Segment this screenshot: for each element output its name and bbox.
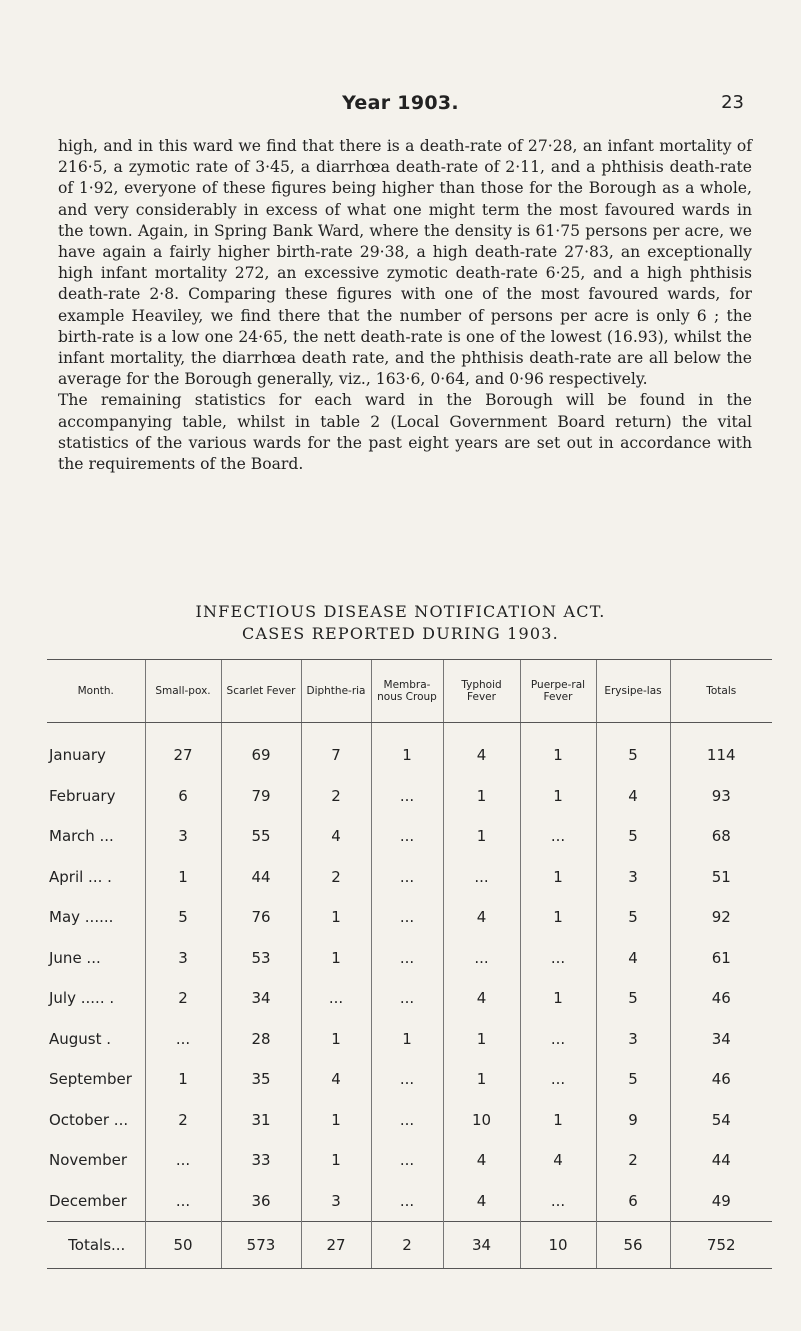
table-cell: 93	[670, 776, 772, 817]
table-cell: June ...	[49, 948, 101, 967]
table-cell: 1	[443, 816, 520, 857]
table-cell: 4	[443, 723, 520, 776]
table-cell: 1	[301, 897, 371, 938]
table-cell: 1	[520, 1100, 596, 1141]
table-cell: 1	[520, 978, 596, 1019]
table-cell: 7	[301, 723, 371, 776]
table-cell: 46	[670, 1059, 772, 1100]
table-cell: February	[49, 786, 116, 805]
table-cell: 573	[221, 1222, 301, 1269]
table-cell: 31	[221, 1100, 301, 1141]
table-cell: ...	[520, 816, 596, 857]
table-cell: ...	[371, 1059, 443, 1100]
table-cell: 2	[145, 978, 221, 1019]
paragraph: The remaining statistics for each ward in the Borough will be found in the accompanying table, whilst in table 2 (Local Government Board return) the vital statistics of the various wards for the past eight years are set out in accordance with the requirements of the Board.	[58, 391, 752, 474]
table-cell: ...	[443, 857, 520, 898]
table-cell: ...	[520, 938, 596, 979]
table-cell: April ... .	[49, 867, 112, 886]
table-row	[47, 1100, 772, 1141]
totals-row	[47, 1222, 772, 1269]
table-cell: 36	[221, 1181, 301, 1222]
table-cell: 1	[443, 1059, 520, 1100]
section-subheading: CASES REPORTED DURING 1903.	[242, 624, 559, 643]
table-cell: 4	[443, 1140, 520, 1181]
table-cell: 92	[670, 897, 772, 938]
table-cell: 34	[443, 1222, 520, 1269]
table-cell: 27	[301, 1222, 371, 1269]
table-cell: 4	[596, 776, 670, 817]
table-cell: 1	[520, 776, 596, 817]
table-cell: September	[49, 1070, 132, 1089]
column-header: Membra-nous Croup	[371, 660, 443, 723]
table-cell: 35	[221, 1059, 301, 1100]
table-cell: ...	[520, 1019, 596, 1060]
table-cell: 6	[145, 776, 221, 817]
table-cell: 1	[443, 776, 520, 817]
table-cell: 50	[145, 1222, 221, 1269]
table-cell: 114	[670, 723, 772, 776]
table-cell: 1	[145, 857, 221, 898]
table-row	[47, 897, 772, 938]
page-number: 23	[721, 92, 744, 113]
table-cell: July ..... .	[49, 989, 115, 1008]
table-cell: 44	[670, 1140, 772, 1181]
table-cell: 79	[221, 776, 301, 817]
table-row	[47, 978, 772, 1019]
table-cell: 61	[670, 938, 772, 979]
table-row	[47, 776, 772, 817]
table-cell: ...	[301, 978, 371, 1019]
column-header: Scarlet Fever	[221, 660, 301, 723]
table-cell: 27	[145, 723, 221, 776]
table-cell: ...	[371, 816, 443, 857]
table-cell: 33	[221, 1140, 301, 1181]
table-cell: ...	[145, 1140, 221, 1181]
body-text	[58, 136, 752, 475]
table-cell: January	[49, 746, 106, 765]
table-cell: 1	[301, 1019, 371, 1060]
table-row	[47, 816, 772, 857]
table-cell: November	[49, 1151, 128, 1170]
table-cell: 4	[301, 816, 371, 857]
table-cell: 5	[596, 978, 670, 1019]
table-cell: ...	[520, 1059, 596, 1100]
table-cell: 4	[596, 938, 670, 979]
table-cell: 5	[596, 723, 670, 776]
table-cell: 44	[221, 857, 301, 898]
table-cell: 1	[520, 897, 596, 938]
table-cell: 1	[301, 1100, 371, 1141]
table-cell: 69	[221, 723, 301, 776]
table-cell: 1	[371, 723, 443, 776]
table-row	[47, 723, 772, 776]
page-title: Year 1903.	[342, 92, 459, 114]
table-cell: ...	[371, 776, 443, 817]
table-cell: 34	[221, 978, 301, 1019]
table-cell: 5	[596, 1059, 670, 1100]
table-cell: 3	[596, 1019, 670, 1060]
table-cell: 1	[520, 857, 596, 898]
table-cell: October ...	[49, 1110, 129, 1129]
table-cell: December	[49, 1191, 127, 1210]
table-cell: 2	[596, 1140, 670, 1181]
table-cell: ...	[371, 1140, 443, 1181]
table-cell: 34	[670, 1019, 772, 1060]
table-cell: 56	[596, 1222, 670, 1269]
table-cell: Totals...	[47, 1222, 145, 1269]
table-cell: 3	[596, 857, 670, 898]
table-cell: 4	[443, 897, 520, 938]
table-cell: 10	[443, 1100, 520, 1141]
notification-table	[47, 659, 772, 1269]
table-cell: 2	[301, 857, 371, 898]
table-cell: 4	[443, 1181, 520, 1222]
table-cell: ...	[443, 938, 520, 979]
column-header: Puerpe-ral Fever	[520, 660, 596, 723]
table-cell: 2	[301, 776, 371, 817]
table-cell: 53	[221, 938, 301, 979]
column-header: Typhoid Fever	[443, 660, 520, 723]
table-row	[47, 938, 772, 979]
table-cell: 1	[520, 723, 596, 776]
table-cell: 1	[301, 938, 371, 979]
page-header	[0, 92, 801, 122]
table-cell: ...	[371, 897, 443, 938]
table-cell: 6	[596, 1181, 670, 1222]
table-cell: 10	[520, 1222, 596, 1269]
table-row	[47, 1181, 772, 1222]
table-cell: ...	[371, 938, 443, 979]
table-cell: ...	[371, 978, 443, 1019]
table-cell: 51	[670, 857, 772, 898]
table-cell: 49	[670, 1181, 772, 1222]
table-cell: 9	[596, 1100, 670, 1141]
table-cell: March ...	[49, 827, 114, 846]
table-cell: 1	[443, 1019, 520, 1060]
table-cell: 5	[596, 897, 670, 938]
table-cell: ...	[145, 1019, 221, 1060]
table-cell: 5	[145, 897, 221, 938]
column-header: Diphthe-ria	[301, 660, 371, 723]
table-cell: 5	[596, 816, 670, 857]
table-cell: 3	[145, 816, 221, 857]
table-cell: 55	[221, 816, 301, 857]
table-cell: 3	[301, 1181, 371, 1222]
table-cell: 4	[520, 1140, 596, 1181]
table-body	[47, 723, 772, 1222]
table-row	[47, 1140, 772, 1181]
table-cell: ...	[371, 1100, 443, 1141]
table-cell: 1	[371, 1019, 443, 1060]
table-cell: 28	[221, 1019, 301, 1060]
paragraph: high, and in this ward we find that there is a death-rate of 27·28, an infant mortality of 216·5, a zymotic rate of 3·45, a diarrhœa death-rate of 2·11, and a phthisis death-rate of 1·92, everyone of these figures being higher than those for the Borough as a whole, and very considerably in excess of what one might term the most favoured wards in the town. Again, in Spring Bank Ward, where the density is 61·75 persons per acre, we have again a fairly higher birth-rate 29·38, a high death-rate 27·83, an exceptionally high infant mortality 272, an excessive zymotic death-rate 6·25, and a high phthisis death-rate 2·8. Comparing these figures with one of the most favoured wards, for example Heaviley, we find there that the number of persons per acre is only 6 ; the birth-rate is a low one 24·65, the nett death-rate is one of the lowest (16.93), whilst the infant mortality, the diarrhœa death rate, and the phthisis death-rate are all below the average for the Borough generally, viz., 163·6, 0·64, and 0·96 respectively.	[58, 137, 752, 389]
table-row	[47, 1059, 772, 1100]
table-cell: August .	[49, 1029, 112, 1048]
table-cell: 46	[670, 978, 772, 1019]
table-cell: 3	[145, 938, 221, 979]
column-header: Month.	[47, 660, 145, 723]
section-heading: INFECTIOUS DISEASE NOTIFICATION ACT.	[195, 602, 606, 621]
table-cell: ...	[520, 1181, 596, 1222]
table-cell: May ......	[49, 908, 114, 927]
column-header: Erysipe-las	[596, 660, 670, 723]
table-cell: ...	[371, 857, 443, 898]
table-cell: 4	[301, 1059, 371, 1100]
table-row	[47, 1019, 772, 1060]
table-cell: 54	[670, 1100, 772, 1141]
table-cell: 752	[670, 1222, 772, 1269]
column-header: Totals	[670, 660, 772, 723]
table-cell: 1	[301, 1140, 371, 1181]
table-cell: 1	[145, 1059, 221, 1100]
table-header-row	[47, 660, 772, 723]
column-header: Small-pox.	[145, 660, 221, 723]
table-cell: 2	[371, 1222, 443, 1269]
table-cell: ...	[145, 1181, 221, 1222]
table-cell: 76	[221, 897, 301, 938]
table-cell: ...	[371, 1181, 443, 1222]
table-row	[47, 857, 772, 898]
table-cell: 4	[443, 978, 520, 1019]
table-cell: 68	[670, 816, 772, 857]
table-cell: 2	[145, 1100, 221, 1141]
